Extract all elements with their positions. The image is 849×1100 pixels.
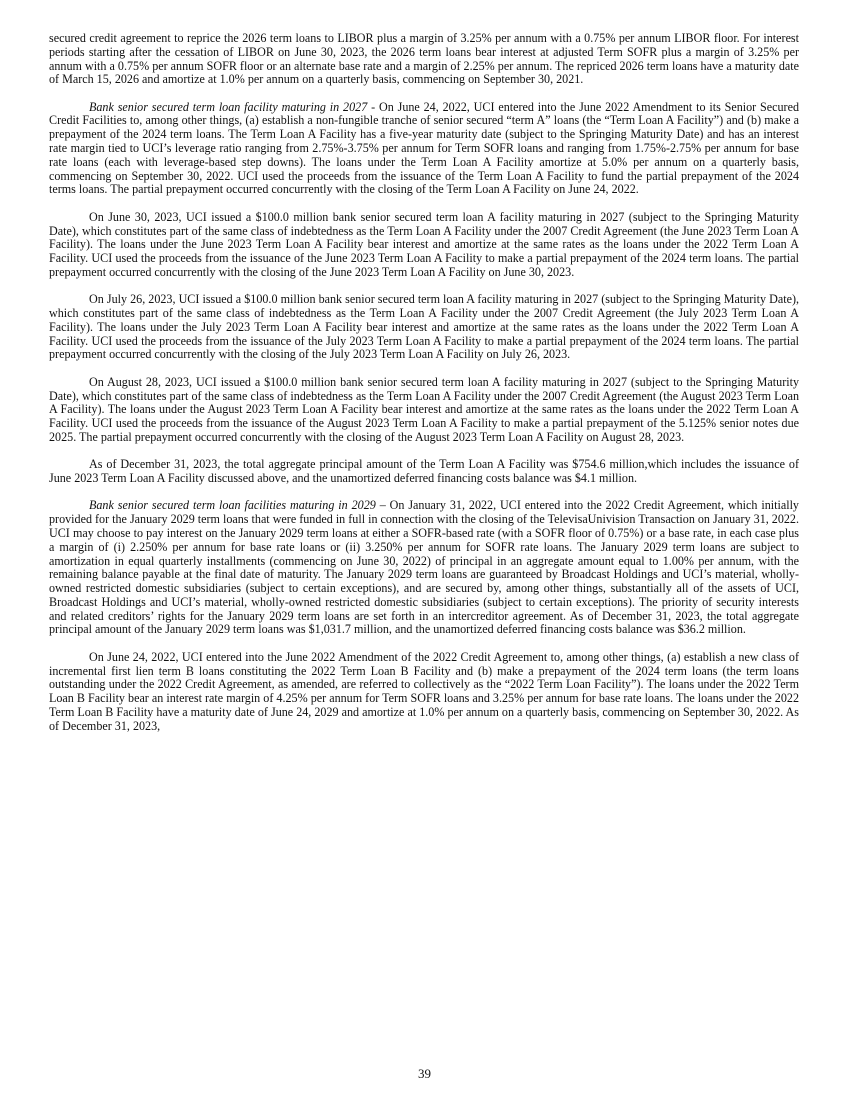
- page-number: 39: [418, 1066, 431, 1081]
- paragraph-text: – On January 31, 2022, UCI entered into the 2022 Credit Agreement, which initially provided for the January 2029 term loans that were funded in full in connection with the closing of the TelevisaUnivision Transaction on January 31, 2022. UCI may choose to pay interest on the January 2029 term loans at either a SOFR-based rate (with a SOFR floor of 0.75%) or a base rate, in each case plus a margin of (i) 2.250% per annum for base rate loans or (ii) 3.250% per annum for SOFR rate loans. The January 2029 term loans are subject to amortization in equal quarterly installments (commencing on June 30, 2022) of principal in an aggregate amount equal to 1.00% per annum, with the remaining balance payable at the final date of maturity. The January 2029 term loans are guaranteed by Broadcast Holdings and UCI’s material, wholly-owned restricted domestic subsidiaries (subject to certain exceptions), and are secured by, among other things, substantially all of the assets of UCI, Broadcast Holdings and UCI’s material, wholly-owned restricted domestic subsidiaries (subject to certain exceptions). The priority of security interests and related creditors’ rights for the January 2029 term loans are set forth in an intercreditor agreement. As of December 31, 2023, the total aggregate principal amount of the January 2029 term loans was $1,031.7 million, and the unamortized deferred financing costs balance was $36.2 million.: [49, 498, 799, 637]
- paragraph-text: As of December 31, 2023, the total aggregate principal amount of the Term Loan A Facility was $754.6 million,which includes the issuance of June 2023 Term Loan A Facility discussed above, and the unamortized deferred financing costs balance was $4.1 million.: [49, 457, 799, 486]
- paragraph-continuation: [49, 32, 799, 87]
- paragraph-text: - On June 24, 2022, UCI entered into the June 2022 Amendment to its Senior Secured Credit Facilities to, among other things, (a) establish a non-fungible tranche of senior secured “term A” loans (the “Term Loan A Facility”) and (b) make a prepayment of the 2024 term loans. The Term Loan A Facility has a five-year maturity date (subject to the Springing Maturity Date) and has an interest rate margin tied to UCI’s leverage ratio ranging from 2.75%-3.75% per annum for Term SOFR loans and ranging from 1.75%-2.75% per annum for base rate loans (each with leverage-based step downs). The loans under the Term Loan A Facility amortize at 5.0% per annum on a quarterly basis, commencing on September 30, 2022. UCI used the proceeds from the issuance of the Term Loan A Facility to fund the partial prepayment of the 2024 terms loans. The partial prepayment occurred concurrently with the closing of the Term Loan A Facility on June 24, 2022.: [49, 99, 799, 197]
- paragraph-text: On June 24, 2022, UCI entered into the June 2022 Amendment of the 2022 Credit Agreement to, among other things, (a) establish a new class of incremental first lien term B loans constituting the 2022 Term Loan B Facility and (b) make a prepayment of the 2024 term loans (the term loans outstanding under the 2022 Credit Agreement, as amended, are referred to collectively as the “2022 Term Loan Facility”). The loans under the 2022 Term Loan B Facility bear an interest rate margin of 4.25% per annum for Term SOFR loans and 3.25% per annum for base rate loans. The loans under the 2022 Term Loan B Facility have a maturity date of June 24, 2029 and amortize at 1.0% per annum on a quarterly basis, commencing on September 30, 2022. As of December 31, 2023,: [49, 649, 799, 733]
- document-body: [49, 32, 799, 747]
- paragraph-june-2022-amendment: [49, 651, 799, 734]
- paragraph-text: On June 30, 2023, UCI issued a $100.0 million bank senior secured term loan A facility maturing in 2027 (subject to the Springing Maturity Date), which constitutes part of the same class of indebtedness as the Term Loan A Facility under the 2007 Credit Agreement (the June 2023 Term Loan A Facility). The loans under the June 2023 Term Loan A Facility bear interest and amortize at the same rates as the loans under the 2022 Term Loan A Facility. UCI used the proceeds from the issuance of the June 2023 Term Loan A Facility to make a partial prepayment of the 2024 term loans. The partial prepayment occurred concurrently with the closing of the June 2023 Term Loan A Facility on June 30, 2023.: [49, 209, 799, 279]
- paragraph-text: secured credit agreement to reprice the 2026 term loans to LIBOR plus a margin of 3.25% per annum with a 0.75% per annum LIBOR floor. For interest periods starting after the cessation of LIBOR on June 30, 2023, the 2026 term loans bear interest at adjusted Term SOFR plus a margin of 3.25% per annum with a 0.75% per annum SOFR floor or an alternate base rate and a margin of 2.25% per annum. The repriced 2026 term loans have a maturity date of March 15, 2026 and amortize at 1.0% per annum on a quarterly basis, commencing on September 30, 2021.: [49, 31, 799, 87]
- paragraph-aggregate-principal: [49, 458, 799, 486]
- paragraph-text: On August 28, 2023, UCI issued a $100.0 million bank senior secured term loan A facility maturing in 2027 (subject to the Springing Maturity Date), which constitutes part of the same class of indebtedness as the Term Loan A Facility under the 2007 Credit Agreement (the August 2023 Term Loan A Facility). The loans under the August 2023 Term Loan A Facility bear interest and amortize at the same rates as the loans under the 2022 Term Loan A Facility. UCI used the proceeds from the issuance of the August 2023 Term Loan A Facility to make a partial prepayment of the 5.125% senior notes due 2025. The partial prepayment occurred concurrently with the closing of the August 2023 Term Loan A Facility on August 28, 2023.: [49, 374, 799, 444]
- paragraph-term-loans-2029: [49, 499, 799, 637]
- paragraph-july-2023-issue: [49, 293, 799, 362]
- paragraph-august-2023-issue: [49, 376, 799, 445]
- paragraph-heading: Bank senior secured term loan facilities maturing in 2029: [89, 498, 376, 513]
- paragraph-text: On July 26, 2023, UCI issued a $100.0 million bank senior secured term loan A facility maturing in 2027 (subject to the Springing Maturity Date), which constitutes part of the same class of indebtedness as the Term Loan A Facility under the 2007 Credit Agreement (the July 2023 Term Loan A Facility). The loans under the July 2023 Term Loan A Facility bear interest and amortize at the same rates as the loans under the 2022 Term Loan A Facility. UCI used the proceeds from the issuance of the July 2023 Term Loan A Facility to make a partial prepayment of the 2024 term loans. The partial prepayment occurred concurrently with the closing of the July 2023 Term Loan A Facility on July 26, 2023.: [49, 292, 799, 362]
- paragraph-heading: Bank senior secured term loan facility maturing in 2027: [89, 99, 368, 114]
- paragraph-june-2023-issue: [49, 211, 799, 280]
- paragraph-term-loan-a-2027: [49, 101, 799, 198]
